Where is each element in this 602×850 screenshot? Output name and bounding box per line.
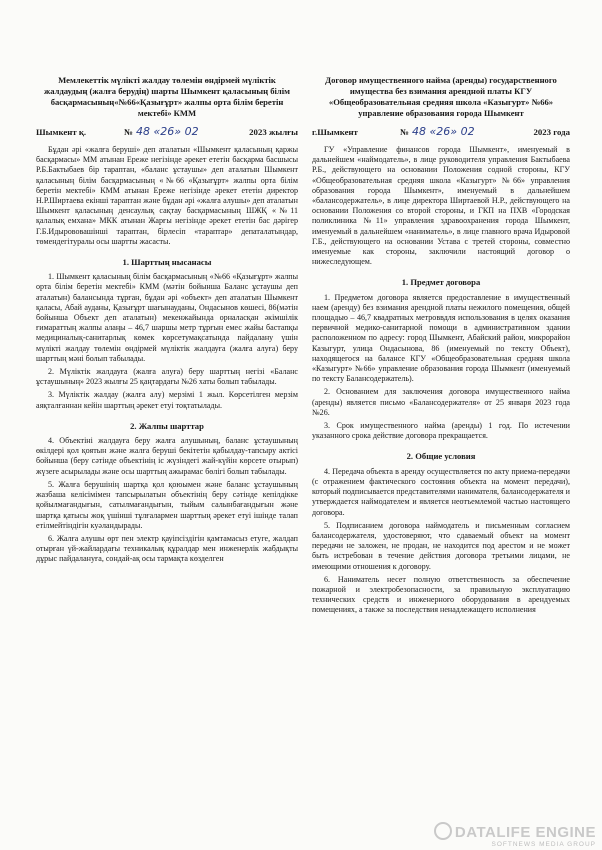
kazakh-section-1-title: 1. Шарттың нысанасы — [122, 257, 212, 268]
russian-handwritten-number: 48 «26» 02 — [412, 125, 475, 138]
russian-clause-6: 6. Наниматель несет полную ответственность за обеспечение пожарной и электробезопасности, за правильную эксплуатацию технических средств и инженерного оборудования в арендуемых помещениях, а также за последствия ненадлежащего исполнения — [312, 574, 570, 615]
russian-date-line — [312, 127, 570, 141]
russian-contract-title: Договор имущественного найма (аренды) государственного имущества без взимания арендной платы КГУ «Общеобразовательная средняя школа «Казыгурт» №66» управление образования города Шымкент — [325, 75, 557, 118]
russian-date-suffix: 2023 года — [533, 127, 570, 137]
watermark-brand: DATALIFE ENGINE — [454, 824, 596, 841]
kazakh-clause-1: 1. Шымкент қаласының білім басқармасының «№66 «Қазығұрт» жалпы орта білім беретін мектебі» КММ (мәтін бойынша Баланс ұстаушы деп аталатын) балансында тұрған, бұдан әрі «объект» деп аталатын Шымкент қаласы, Абай ауданы, Қазығұрт шағынауданы, Ондасынов көшесі, 86(мәтін бойынша Объект деп аталатын) мекенжайында орналасқан әкімшілік ғимараттың жалпы алаңы – 46,7 шаршы метр тұрғын емес жайы бастапқы медициналық-санитарлық көмек көрсетумақсатында пайдалану үшін мүлікті жалдау төлемін өндірмей мүліктік жалдауға (жалға алуға) беру шарттың мәні болып табылады. — [36, 272, 298, 363]
kazakh-intro: Бұдан әрі «жалға беруші» деп аталатын «Шымкент қаласының қаржы басқармасы» ММ атынан Ереже негізінде әрекет ететін басқарма басшысы Р.Б.Бактыбаев бір тараптан, «баланс ұстаушы» деп аталатын Шымкент қаласының білім басқармасының «№66 «Қазығұрт» жалпы орта білім беретін мектебі» КММ атынан Ереже негізінде әрекет ететін директор Н.Р.Ширтаева екінші тараптан және бұдан әрі «жалға алушы» деп аталатын Шымкент қаласының денсаулық сақтау басқармасының ШЖҚ «№11 қалалық емхана» МКК атынан Жарғы негізінде әрекет ететін бас дәрігер Г.Б.Идырововашінші тараптан, бірлесіп «тараптар» депаталатындар, төмендегітуралы осы шартты жасасты. — [36, 145, 298, 246]
russian-clause-2: 2. Основанием для заключения договора имущественного найма (аренды) является письмо «Балансодержателя» от 25 января 2023 года №26. — [312, 387, 570, 417]
kazakh-number-prefix: № — [124, 127, 133, 137]
kazakh-clause-4: 4. Объектіні жалдауға беру жалға алушының, баланс ұстаушының өкілдері қол қоятын және жалға беруші бекітетін қабылдау-тапсыру актісі бойынша (беру сәтінде объектінің іс жүзіндегі жай-күйін көрсете отырып) жүзеге асырылады және осы шарттың ажырамас бөлігі болып табылады. — [36, 436, 298, 476]
kazakh-clause-3: 3. Мүліктік жалдау (жалға алу) мерзімі 1 жыл. Көрсетілген мерзім аяқталғаннан кейін шарттың әрекет етуі тоқтатылады. — [36, 390, 298, 410]
kazakh-date-suffix: 2023 жылғы — [249, 127, 298, 137]
kazakh-column — [36, 75, 298, 568]
kazakh-city: Шымкент қ. — [36, 127, 87, 137]
watermark-sub: SOFTNEWS MEDIA GROUP — [491, 841, 596, 848]
kazakh-clause-6: 6. Жалға алушы өрт пен электр қауіпсіздігін қамтамасыз етуге, жалдап отырған үй-жайлардағы техникалық құралдар мен инженерлік жабдықты дұрыс пайдалануға, сондай-ақ осы тармақта көзделген — [36, 533, 298, 564]
watermark — [434, 822, 596, 848]
kazakh-handwritten-number: 48 «26» 02 — [136, 125, 199, 138]
russian-clause-1: 1. Предметом договора является предоставление в имущественный наем (аренду) без взимания арендной платы нежилого помещения, общей площадью – 46,7 квадратных метроввдля использования в целях оказания первичной медико-санитарной помощи в административном здании расположенном по адресу: город Шымкент, Абайский район, микрорайон Казыгурт, улица Ондасынова, 86 (именуемый по тексту Объект), находящегося на балансе КГУ «Общеобразовательная средняя школа «Казыгурт» №66» управление образования города Шымкент (именуемый по тексту Балансодержатель). — [312, 292, 570, 384]
russian-section-1-title: 1. Предмет договора — [401, 277, 481, 288]
russian-clause-3: 3. Срок имущественного найма (аренды) 1 год. По истечении указанного срока действие договора прекращается. — [312, 421, 570, 441]
russian-city: г.Шымкент — [312, 127, 358, 137]
russian-column — [312, 75, 570, 619]
kazakh-contract-title: Мемлекеттік мүлікті жалдау төлемін өндірмей мүліктік жалдаудың (жалға берудің) шарты Шымкент қаласының білім басқармасының«№66«Қазығұрт» жалпы орта білім беретін мектебі» КММ — [44, 75, 290, 118]
kazakh-body — [36, 145, 298, 565]
russian-clause-5: 5. Подписанием договора наймодатель и письменным согласием балансодержателя, удостоверяют, что сдаваемый объект на момент передачи не заложен, не продан, не находится под арестом и не может быть истребован в течение действия договора третьими лицами, не имеющими отношения к договору. — [312, 520, 570, 571]
watermark-logo-icon — [434, 822, 452, 840]
russian-body — [312, 145, 570, 616]
kazakh-clause-2: 2. Мүліктік жалдауға (жалға алуға) беру шарттың негізі «Баланс ұстаушының» 2023 жылғы 25 қаңтардағы №26 хаты болып табылады. — [36, 367, 298, 387]
kazakh-clause-5: 5. Жалға берушінің шартқа қол қоюымен және баланс ұстаушының жазбаша келісімімен тапсырылатын объектінің беру сәтінде кепілдікке қойылмағандығын, сатылмағандығын, тыйым салынбағандығын және шартқа қатысы жоқ үшінші тұлғалармен шарттың әрекет етуі ішінде талап етілмейтіндігін куәландырады. — [36, 479, 298, 530]
russian-section-2-title: 2. Общие условия — [406, 451, 476, 462]
russian-clause-4: 4. Передача объекта в аренду осуществляется по акту приема-передачи (с отражением фактического состояния объекта на момент передачи), который подписывается представителями нанимателя, балансодержателя и утверждается наймодателем и является неотъемлемой частью настоящего договора. — [312, 466, 570, 517]
russian-number-prefix: № — [400, 127, 409, 137]
russian-intro: ГУ «Управление финансов города Шымкент», именуемый в дальнейшем «наймодатель», в лице руководителя управления Бактыбаева Р.Б., действующего на основании Положения содной стороны, КГУ «Общеобразовательная средняя школа «Казыгурт» №66» управления образования города Шымкент», именуемый в дальнейшем «балансодержатель», в лице директора Ширтаевой Н.Р., действующего на основании Положения со второй стороны, и ГКП на ПХВ «Городская поликлиника №11» управления здравоохранения города Шымкент, именуемый в дальнейшем «наниматель», в лице главного врача Идыровой Г.Б., действующего на основании Устава с третей стороны, совместно именуемые как стороны, заключили настоящий договор о нижеследующем. — [312, 145, 570, 267]
kazakh-section-2-title: 2. Жалпы шарттар — [130, 420, 204, 431]
kazakh-date-line — [36, 127, 298, 141]
